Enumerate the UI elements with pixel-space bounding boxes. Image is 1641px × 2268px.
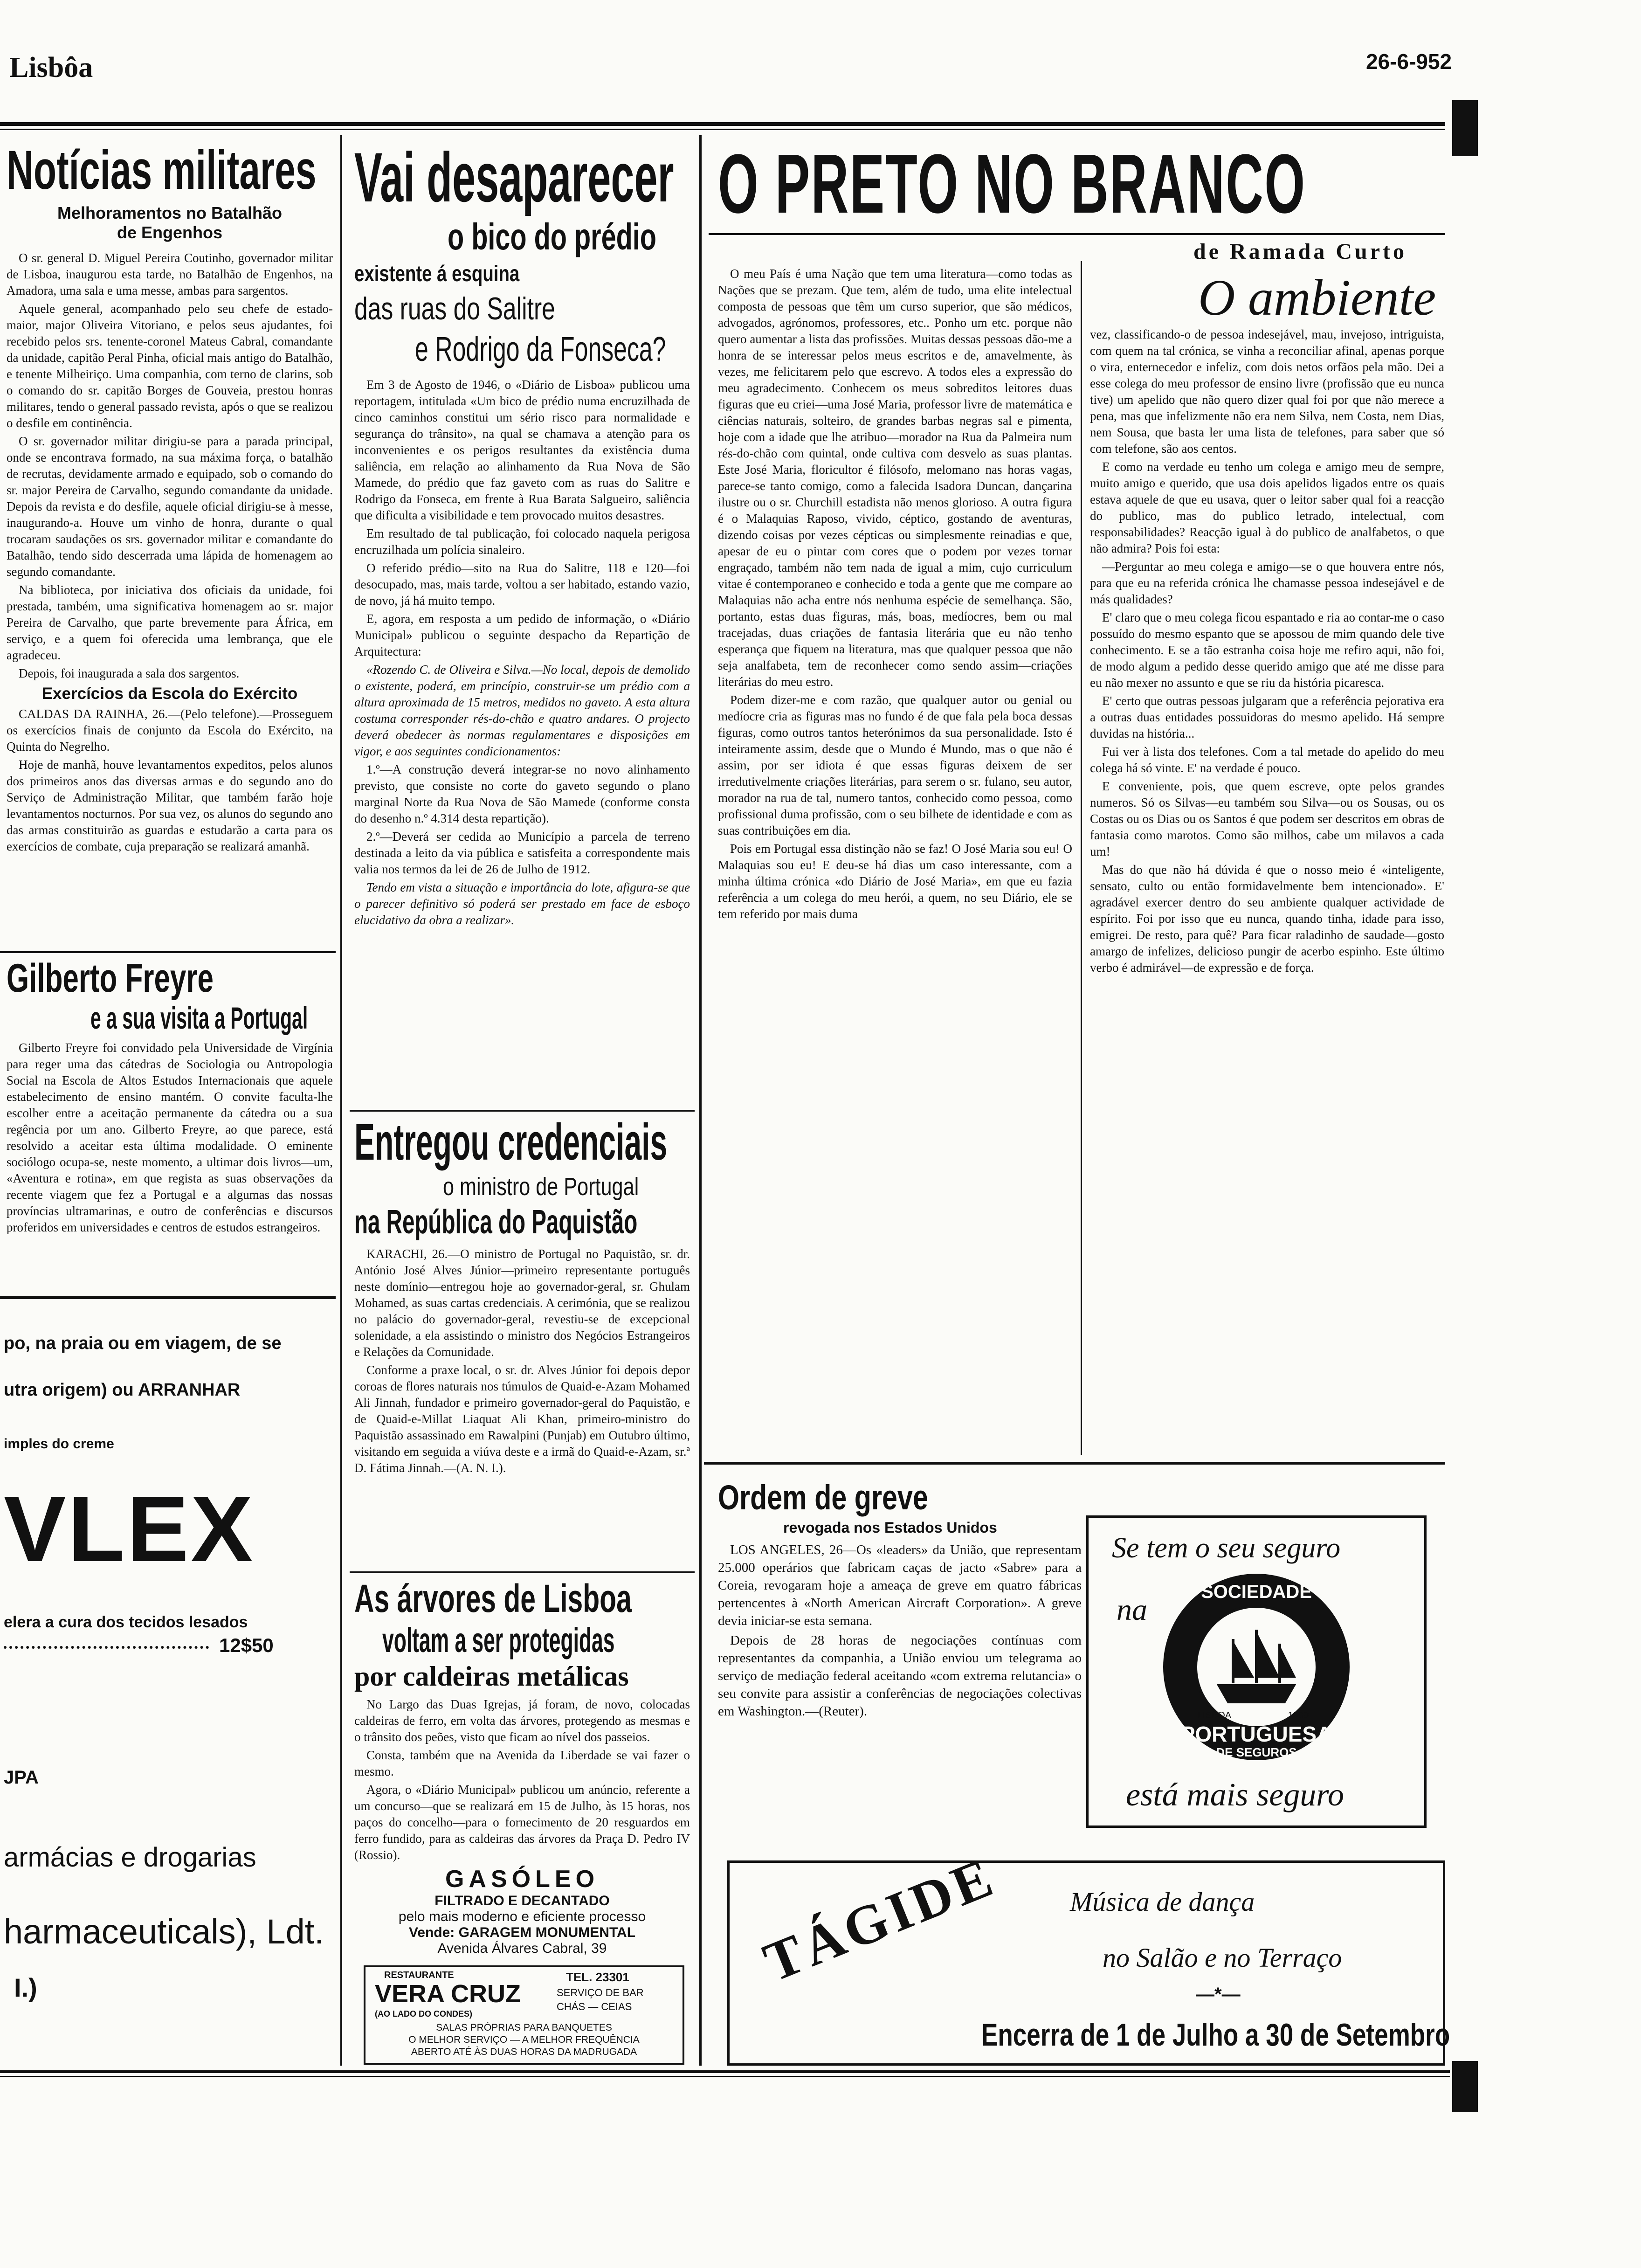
ad-tagide-sep: —*— [1196, 1984, 1241, 2005]
ad-gasoleo-line4: Avenida Álvares Cabral, 39 [437, 1941, 607, 1956]
col1-paragraph: O sr. governador militar dirigiu-se para a parada principal, onde se encontrava formado, na sua máxima força, o batalhão de recrutas, devidamente armado e equipado, sob o comando do sr. major Pereira de Carvalho, segundo comandante da unidade. Depois da revista e do desfile, aquele oficial dirigiu-se à messe, inaugurando-a. Houve um vinho de honra, durante o qual trocaram saudações os srs. governador militar e comandante do Batalhão, tendo sido descerrada uma lápida de homenagem ao segundo comandante. [7, 434, 333, 579]
ad-tagide-line3: Encerra de 1 de Julho a 30 de Setembro [981, 2017, 1450, 2053]
ad-vera-cruz-tel: TEL. 23301 [566, 1970, 629, 1984]
col2-title3: As árvores de Lisboa [354, 1577, 632, 1620]
margin-block-top [1452, 100, 1478, 156]
col3-title-rule [709, 233, 1445, 235]
margin-block-bottom [1452, 2061, 1478, 2112]
col3-section: O ambiente [1198, 269, 1436, 326]
seguro-ring-bot: DE SEGUROS [1216, 1745, 1297, 1759]
col3-paragraph: Pois em Portugal essa distinção não se faz! O José Maria sou eu! O Malaquias sou eu! E deu-se há dias um caso interessante, com a minha última crónica «do Diário de José Maria», em que eu fazia referência a um colega do meu herói, a quem, no seu Diário, ele se tem referido por mais duma [718, 842, 1072, 921]
ad-vlex-line2: utra origem) ou ARRANHAR [4, 1380, 241, 1400]
col1-paragraph: Aquele general, acompanhado pelo seu chefe de estado-maior, major Oliveira Vitoriano, e pelos seus ajudantes, foi recebido pelos srs. tenente-coronel Mateus Cabral, comandante da unidade, capitão Peral Pinha, oficial mais antigo do Batalhão, e tenente Milheiriço. Uma companhia, com terno de clarins, sob o comando do sr. capitão Borges de Gouveia, prestou honras militares, tendo o general passado revista, após o que se realizou o desfile em continência. [7, 302, 333, 430]
col3-paragraph: E' certo que outras pessoas julgaram que a referência pejorativa era a outras duas entidades possuidoras do mesmo apelido. Há sempre duvidas na história... [1090, 694, 1444, 740]
col2-title3b: voltam a ser protegidas [382, 1621, 615, 1660]
footer-rule [0, 2070, 1450, 2073]
col-divider-1 [340, 135, 342, 2066]
seguro-emblem [1158, 1569, 1354, 1765]
ad-vera-cruz-svc: SERVIÇO DE BAR [557, 1987, 644, 1998]
col1-paragraph: CALDAS DA RAINHA, 26.—(Pelo telefone).—Prosseguem os exercícios finais de conjunto da Escola do Exército, na Quinta do Negrelho. [7, 707, 333, 754]
ad-vlex-brand: VLEX [4, 1477, 255, 1581]
header-city: Lisbôa [9, 52, 93, 83]
ad-tagide [727, 1845, 1450, 2066]
ad-gasoleo-line3: Vende: GARAGEM MONUMENTAL [408, 1925, 636, 1940]
col1-paragraph: Depois, foi inaugurada a sala dos sargentos. [19, 666, 240, 680]
col2-rule-1 [350, 1110, 695, 1112]
col1-ad [0, 1306, 336, 2024]
ad-vlex-line1: po, na praia ou em viagem, de se [4, 1334, 282, 1353]
greve-subtitle: revogada nos Estados Unidos [783, 1519, 997, 1536]
ad-seguro [1086, 1515, 1427, 1828]
col1-paragraph: O sr. general D. Miguel Pereira Coutinho, governador militar de Lisboa, inaugurou esta tarde, no Batalhão de Engenhos, na Amadora, uma sala e uma messe, ambas para sargentos. [7, 251, 333, 297]
col2-paragraph: 2.º—Deverá ser cedida ao Município a parcela de terreno destinada a leito da via pública e satisfeita a correspondente mais valia nos termos da lei de 26 de Julho de 1912. [354, 830, 690, 876]
header-rule [0, 122, 1445, 126]
ad-gasoleo-title: GASÓLEO [445, 1866, 600, 1893]
col1-ad-rule [0, 1296, 336, 1299]
ad-seguro-na: na [1117, 1593, 1147, 1627]
col3-paragraph: —Perguntar ao meu colega e amigo—se o que houvera entre nós, para que eu na referida crónica lhe chamasse pessoa indesejável e de más qualidades? [1090, 560, 1444, 606]
col3-paragraph: Fui ver à lista dos telefones. Com a tal metade do apelido do meu colega há só vinte. E' na verdade é pouco. [1090, 745, 1444, 775]
col2-title2: Entregou credenciais [354, 1113, 668, 1171]
seguro-left: LISBOA [1197, 1710, 1232, 1721]
col1-subhead-2: Exercícios da Escola do Exército [41, 685, 298, 703]
ad-seguro-bottom: está mais seguro [1126, 1777, 1344, 1813]
col1-paragraph: Gilberto Freyre foi convidado pela Universidade de Virgínia para reger uma das cátedras de Sociologia ou Antropologia Social na Escola de Altos Estudos Internacionais que aquele estabelecimento de ensino mantém. O convite faculta-lhe escolher entre a aceitação permanente da cátedra ou a sua regência por um ano. Gilberto Freyre, ao que parece, está resolvido a aceitar esta última modalidade. O eminente sociólogo ocupa-se, neste momento, a ultimar dois livros—um, «Aventura e rotina», em que regista as suas observações da recente viagem que fez a Portugal e a algumas das nossas províncias ultramarinas, e outro de conferências e discursos proferidos em universidades e centros de estudos estrangeiros. [7, 1041, 333, 1234]
col2-paragraph: Em 3 de Agosto de 1946, o «Diário de Lisboa» publicou uma reportagem, intitulada «Um bico de prédio numa encruzilhada de cinco caminhos constitui um sério risco para normalidade e segurança do trânsito», na qual se chamava a atenção para os inconvenientes e os perigos resultantes da existência duma saliência, em relação ao alinhamento da Rua Nova de São Mamede, do prédio que faz gaveto com as ruas do Salitre e Rodrigo da Fonseca, em frente à Rua Barata Salgueiro, saliência que dificulta a visibilidade e tem provocado muitos desastres. [354, 378, 690, 522]
col2-sub4: e Rodrigo da Fonseca? [415, 330, 666, 368]
seguro-right: 1900 [1288, 1710, 1309, 1721]
col2-lower [354, 1576, 690, 1865]
col2-paragraph: Conforme a praxe local, o sr. dr. Alves Júnior foi depois depor coroas de flores naturais nos túmulos de Quaid-e-Azam Mohamed Ali Jinnah, fundador e primeiro governador-geral do Paquistão, e de Quaid-e-Millat Liaquat Ali Khan, primeiro-ministro do Paquistão assassinado em Rawalpini (Punjab) em Outubro último, visitando em seguida a viúva deste e a irmã do Quaid-e-Azam, sr.ª D. Fátima Jinnah.—(A. N. I.). [354, 1363, 690, 1475]
ad-vera-cruz-line1: SALAS PRÓPRIAS PARA BANQUETES [436, 2022, 612, 2033]
seguro-ring-top: SOCIEDADE [1201, 1582, 1312, 1602]
col2-sub2: existente á esquina [354, 262, 520, 286]
ad-seguro-top: Se tem o seu seguro [1112, 1532, 1341, 1564]
col1-subtitle-a: Melhoramentos no Batalhão [57, 203, 283, 222]
col2-title2c: na República do Paquistão [354, 1203, 638, 1241]
col3-paragraph: Mas do que não há dúvida é que o nosso meio é «inteligente, sensato, culto ou então formidavelmente bem intencionado». E' agradável exercer dentro do seu ambiente qualquer actividade de espírito. Foi por isso que eu nunca, quando tinha, idade para isso, emigrei. De resto, para quê? Para ficar raladinho de saudade—gosto amargo de infelizes, delicioso pungir de acerbo espinho. Este último verbo é admirável—de expressão e de força. [1090, 863, 1444, 975]
ad-vlex-line7: harmaceuticals), Ldt. [4, 1912, 324, 1951]
ad-tagide-line1: Música de dança [1070, 1887, 1255, 1917]
ad-vera-cruz-sub: (AO LADO DO CONDES) [375, 2009, 472, 2019]
col2-paragraph: «Rozendo C. de Oliveira e Silva.—No local, depois de demolido o existente, poderá, em princípio, construir-se um prédio com a altura aproximada de 15 metros, medidos no gaveto. A esta altura costuma corresponder rés-do-chão e quatro andares. O projecto deverá obedecer às normas regulamentares e disposições em vigor, e aos seguintes condicionamentos: [354, 663, 690, 758]
ad-vlex-line3: imples do creme [4, 1436, 114, 1452]
ad-gasoleo-line2: pelo mais moderno e eficiente processo [398, 1909, 646, 1924]
col3-paragraph: E conveniente, pois, que quem escreve, opte pelos grandes numeros. Só os Silvas—eu também sou Silva—ou os Sousas, ou os Costas ou os Dias ou os Santos é que podem ser descritos em obras de fantasia como marotos. Como são milhos, cabe um milavos a cada um! [1090, 779, 1444, 858]
col3-paragraph: O meu País é uma Nação que tem uma literatura—como todas as Nações que se prezam. Que tem, além de tudo, uma elite intelectual composta de pessoas que têm um curso superior, que são médicos, advogados, agrónomos, professores, etc.. Ponho um etc. porque não quero aumentar a lista das profissões. Muitas dessas pessoas dão-me a honra de se interessar pelos meus escritos e de, amavelmente, às vezes, me felicitarem pelo que escrevo. A todos eles a expressão do meu agradecimento. Conhecem os meus sobreditos leitores duas figuras que eu criei—uma José Maria, professor livre de matemática e ciências naturais, solteiro, de grandes barbas negras sal e pimenta, hoje com a idade que lhe atribuo—morador na Rua da Palmeira num rés-do-chão com quintal, onde cultiva com desvelo as suas plantas. Este José Maria, floricultor é filósofo, melomano nas horas vagas, parece-se tanto comigo, como a falecida Isadora Duncan, dançarina ilustre ou o sr. Churchill estadista não menos glorioso. A outra figura é o Malaquias Raposo, vivido, céptico, gostando de aventuras, dizendo coisas por vezes cépticas ou simplesmente reinadias e que, apesar de eu o pintar com cores que o podem por vezes tornar engraçado, também não tem nada de igual a mim, cujo curriculum vitae é contemporaneo e conhecido e toda a gente que me compare ao Malaquias não acha entre nós nenhuma espécie de semelhança. São, portanto, estas duas figuras, más, boas, medíocres, bem ou mal tracejadas, duas criações de fantasia literária que eu não tenho esperança que fiquem na literatura, mas que qualquer pessoa que não seja analfabeta, tem de reconhecer como sendo assim—criações literárias do meu estro. [718, 267, 1072, 689]
col1-title2b: e a sua visita a Portugal [90, 1001, 308, 1035]
col2-paragraph: No Largo das Duas Igrejas, já foram, de novo, colocadas caldeiras de ferro, em volta das árvores, protegendo as mesmas e o trânsito dos peões, visto que ficam ao nível dos passeios. [354, 1697, 690, 1744]
col1-title: Notícias militares [7, 139, 317, 201]
col3-paragraph: E' claro que o meu colega ficou espantado e ria ao contar-me o caso possuído do mesmo espanto que se apossou de mim quando dele tive conhecimento. E se a tão estranha coisa hoje me refiro aqui, não foi, de modo algum a pedido desse querido amigo que até me disse para eu não mexer no assunto e que se riu da história picaresca. [1090, 610, 1444, 690]
col2-paragraph: KARACHI, 26.—O ministro de Portugal no Paquistão, sr. dr. António José Alves Júnior—primeiro representante português neste domínio—entregou hoje ao governador-geral, sr. Ghulam Mohamed, as suas cartas credenciais. A cerimónia, que se realizou no palácio do governador-geral, revestiu-se de excepcional solenidade, a ela assistindo o ministro dos Negócios Estrangeiros e Relações da Comunidade. [354, 1247, 690, 1359]
greve-article [718, 1478, 1082, 1722]
ad-vera-cruz [364, 1965, 684, 2065]
col2-title2b: o ministro de Portugal [443, 1173, 639, 1201]
ad-vlex-price: 12$50 [219, 1634, 274, 1656]
ad-vera-cruz-chas: CHÁS — CEIAS [557, 2001, 632, 2012]
col2-paragraph: O referido prédio—sito na Rua do Salitre, 118 e 120—foi desocupado, mas, mais tarde, voltou a ser habitado, estando vazio, de novo, já há muito tempo. [354, 561, 690, 608]
col1-lower [7, 956, 333, 1238]
col1-paragraph: Hoje de manhã, houve levantamentos expeditos, pelos alunos dos primeiros anos das diversas armas e do segundo ano do Serviço de Administração Militar, que também farão hoje levantamentos nocturnos. Por sua vez, os alunos do segundo ano das armas constituirão as guardas e estudarão a carta para os exercícios de combate, cuja preparação se realizará amanhã. [7, 758, 333, 853]
ad-vlex-line8: I.) [14, 1973, 37, 2002]
col3-left [718, 266, 1072, 924]
ad-tagide-line2: no Salão e no Terraço [1103, 1943, 1342, 1973]
col1-rule [0, 951, 336, 953]
col3-paragraph: Podem dizer-me e com razão, que qualquer autor ou genial ou medíocre cria as figuras mas no fundo é de que fala pela boca dessas figuras, como outros tantos heterónimos da sua personalidade. Isto é inteiramente assim, desde que o Mundo é Mundo, mas o que não é assim, por ser idiota é que essas figuras deixem de ser irredutivelmente criações literárias, para serem o sr. fulano, seu autor, morador na rua de tal, numero tantos, conhecido como pessoa, como profissional duma profissão, com o seu bilhete de identidade e com as suas contribuições em dia. [718, 693, 1072, 837]
header-date: 26-6-952 [1366, 49, 1452, 74]
col3-title: O PRETO NO BRANCO [718, 137, 1306, 231]
col2-sub1: o bico do prédio [448, 216, 656, 257]
col2-paragraph: Tendo em vista a situação e importância do lote, afigura-se que o parecer definitivo só poderá ser prestado em face de esboço elucidativo da obra a realizar». [354, 880, 690, 927]
col2-rule-2 [350, 1571, 695, 1573]
col2-paragraph: Em resultado de tal publicação, foi colocado naquela perigosa encruzilhada um polícia sinaleiro. [354, 526, 690, 557]
col2-title3c: por caldeiras metálicas [354, 1661, 629, 1692]
ad-tagide-name: TÁGIDE [755, 1845, 1004, 1994]
col3-byline: de Ramada Curto [1193, 239, 1407, 264]
col2-mid [354, 1114, 690, 1478]
col1-title2: Gilberto Freyre [7, 956, 214, 1001]
col3-rule-mid [704, 1462, 1445, 1465]
ad-vlex-line6: armácias e drogarias [4, 1842, 256, 1873]
col1-subtitle-b: de Engenhos [117, 223, 223, 242]
greve-paragraph: LOS ANGELES, 26—Os «leaders» da União, que representam 25.000 operários que fabricam caças de jacto «Sabre» para a Coreia, revogaram hoje a ameaça de greve em quatro fábricas pertencentes à «North American Aircraft Corporation». A greve devia iniciar-se esta semana. [718, 1542, 1082, 1628]
col1-paragraph: Na biblioteca, por iniciativa dos oficiais da unidade, foi prestada, também, uma significativa homenagem ao sr. major Pereira de Carvalho, que parte brevemente para África, em serviço, e a quem foi oferecida uma lembrança, que ele agradeceu. [7, 583, 333, 662]
ad-vera-cruz-label: RESTAURANTE [384, 1970, 454, 1980]
greve-title: Ordem de greve [718, 1478, 928, 1517]
col2-paragraph: E, agora, em resposta a um pedido de informação, o «Diário Municipal» publicou o seguinte despacho da Repartição de Arquitectura: [354, 612, 690, 658]
greve-paragraph: Depois de 28 horas de negociações contínuas com representantes da companhia, a União enviou um telegrama ao serviço de mediação federal aceitando «com extrema relutancia» o seu convite para assistir a conferências de negociações colectivas em Washington.—(Reuter). [718, 1633, 1082, 1719]
ad-vera-cruz-line2: O MELHOR SERVIÇO — A MELHOR FREQUÊNCIA [408, 2034, 640, 2045]
col2-sub3: das ruas do Salitre [354, 291, 555, 326]
col3-right [1090, 326, 1444, 978]
ad-vera-cruz-line3: ABERTO ATÉ ÀS DUAS HORAS DA MADRUGADA [411, 2047, 637, 2057]
col3-paragraph: E como na verdade eu tenho um colega e amigo meu de sempre, muito amigo e querido, que usa dois apelidos ligados entre os quais estava aquele de que eu usava, quer o leitor saber qual foi a reacção do publico, mas do publico letrado, intelectual, com responsabilidades? Reacção igual à do publico de analfabetos, o que não admira? Pois foi esta: [1090, 460, 1444, 555]
col3-paragraph: vez, classificando-o de pessoa indesejável, mau, invejoso, intriguista, com quem na tal crónica, se vinha a reconciliar afinal, apenas porque o vira, enternecedor e infeliz, com dois netos orfãos pela mão. Dei a esse colega do meu professor de ensino livre (profissão que eu nunca tive) um apelido que não quero dizer qual foi por que não merece a pena, mas que infelizmente não era nem Silva, nem Costa, nem Dias, nem Sousa, que basta ler uma lista de telefones, para saber que só com telefone, são aos centos. [1090, 327, 1444, 456]
col2-paragraph: 1.º—A construção deverá integrar-se no novo alinhamento previsto, que consiste no corte do gaveto segundo o plano marginal Norte da Rua Nova de São Mamede (conforme consta do desenho n.º 4.314 desta repartição). [354, 762, 690, 825]
ad-vlex-line4: elera a cura dos tecidos lesados [4, 1613, 248, 1631]
col1 [7, 140, 333, 857]
ad-gasoleo [354, 1865, 690, 1957]
footer-rule-thin [0, 2076, 1450, 2077]
col-divider-2 [699, 135, 702, 2066]
col2-paragraph: Agora, o «Diário Municipal» publicou um anúncio, referente a um concurso—que se realizará em 15 de Julho, às 15 horas, nos paços do concelho—para o fornecimento de 20 resguardos em ferro fundido, para as caldeiras das árvores da Praça D. Pedro IV (Rossio). [354, 1783, 690, 1862]
col2-paragraph: Consta, também que na Avenida da Liberdade se vai fazer o mesmo. [354, 1748, 690, 1778]
col2-title: Vai desaparecer [354, 138, 674, 216]
col3-header [709, 137, 1445, 326]
ad-vlex-line5: JPA [4, 1767, 39, 1788]
col2 [354, 140, 690, 930]
ad-vera-cruz-name: VERA CRUZ [375, 1980, 521, 2008]
ad-vlex-dots [4, 1646, 209, 1649]
header-rule-thin [0, 129, 1445, 130]
ad-gasoleo-line1: FILTRADO E DECANTADO [434, 1893, 610, 1908]
col-divider-3 [1081, 261, 1082, 1455]
seguro-ring-mid: PORTUGUESA [1180, 1722, 1332, 1746]
